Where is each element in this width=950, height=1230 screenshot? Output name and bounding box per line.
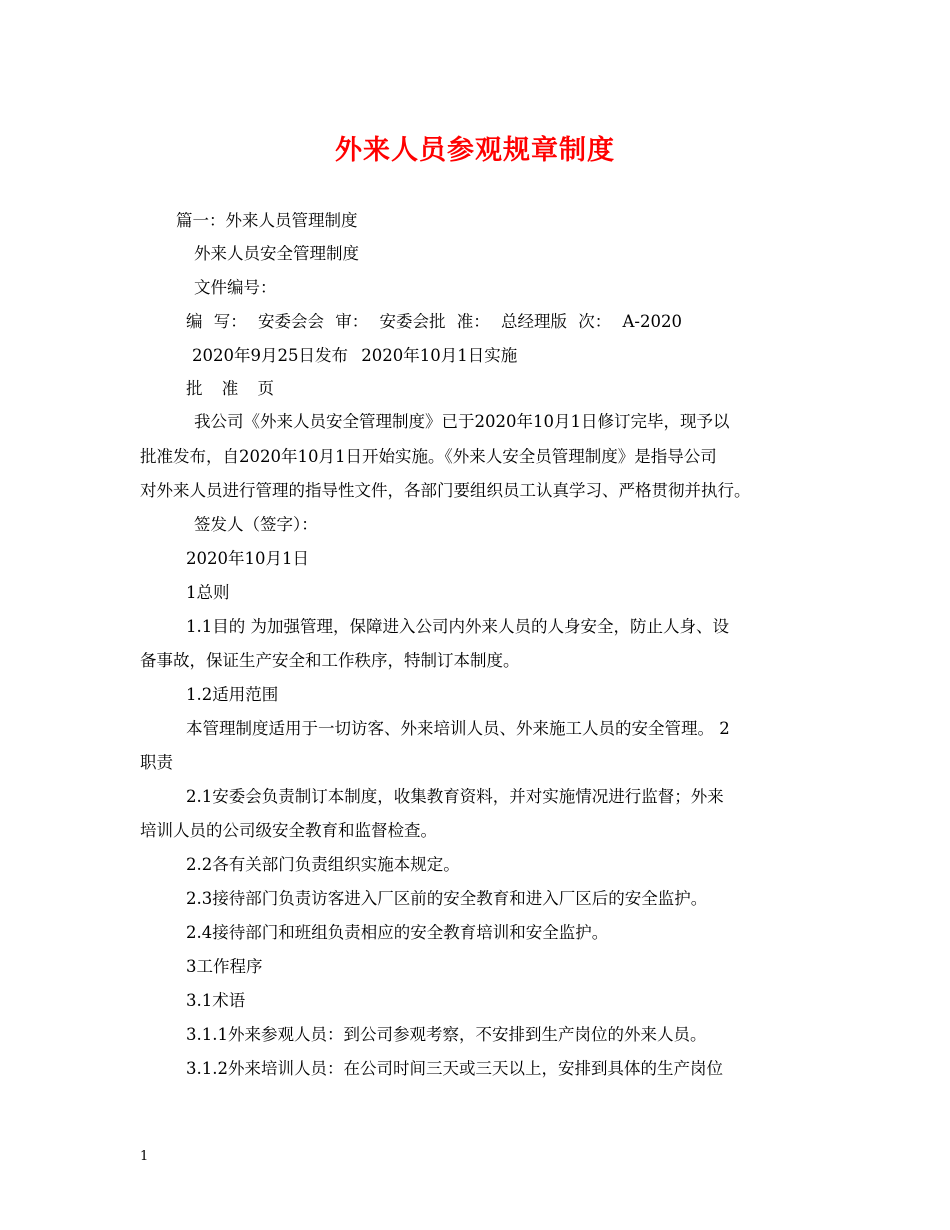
text-line: 2.1安委会负责制订本制度，收集教育资料，并对实施情况进行监督；外来: [186, 787, 724, 806]
text-line: 篇一：外来人员管理制度: [176, 211, 358, 230]
text-line: 批 准 页: [186, 379, 274, 398]
text-line: 3工作程序: [186, 957, 263, 976]
text-line: 签发人（签字）：: [194, 515, 318, 534]
text-line: 职责: [140, 753, 173, 772]
text-line: 2020年9月25日发布 2020年10月1日实施: [192, 346, 518, 365]
text-line: 2020年10月1日: [186, 549, 309, 568]
text-line: 对外来人员进行管理的指导性文件，各部门要组织员工认真学习、严格贯彻并执行。: [140, 481, 751, 500]
text-line: 文件编号：: [194, 278, 277, 297]
page-number: 1: [140, 1149, 149, 1164]
text-line: 3.1.1外来参观人员：到公司参观考察，不安排到生产岗位的外来人员。: [186, 1025, 707, 1044]
text-line: 2.3接待部门负责访客进入厂区前的安全教育和进入厂区后的安全监护。: [186, 889, 708, 908]
text-line: 2.4接待部门和班组负责相应的安全教育培训和安全监护。: [186, 923, 609, 942]
text-line: 备事故，保证生产安全和工作秩序，特制订本制度。: [140, 651, 520, 670]
text-line: 外来人员安全管理制度: [194, 244, 359, 263]
text-line: 2.2各有关部门负责组织实施本规定。: [186, 855, 460, 874]
text-line: 批准发布，自2020年10月1日开始实施。《外来人安全员管理制度》是指导公司: [140, 447, 717, 466]
document-title: 外来人员参观规章制度: [335, 135, 615, 166]
text-line: 培训人员的公司级安全教育和监督检查。: [140, 821, 437, 840]
text-line: 3.1.2外来培训人员：在公司时间三天或三天以上，安排到具体的生产岗位: [186, 1059, 723, 1078]
text-line: 我公司《外来人员安全管理制度》已于2020年10月1日修订完毕，现予以: [194, 412, 730, 431]
text-line: 1.2适用范围: [186, 685, 279, 704]
text-line: 1.1目的 为加强管理，保障进入公司内外来人员的人身安全，防止人身、设: [186, 617, 729, 636]
text-line: 本管理制度适用于一切访客、外来培训人员、外来施工人员的安全管理。 2: [186, 719, 730, 738]
text-line: 编 写： 安委会会 审： 安委会批 准： 总经理版 次： A-2020: [186, 312, 682, 331]
text-line: 1总则: [186, 583, 230, 602]
text-line: 3.1术语: [186, 991, 246, 1010]
